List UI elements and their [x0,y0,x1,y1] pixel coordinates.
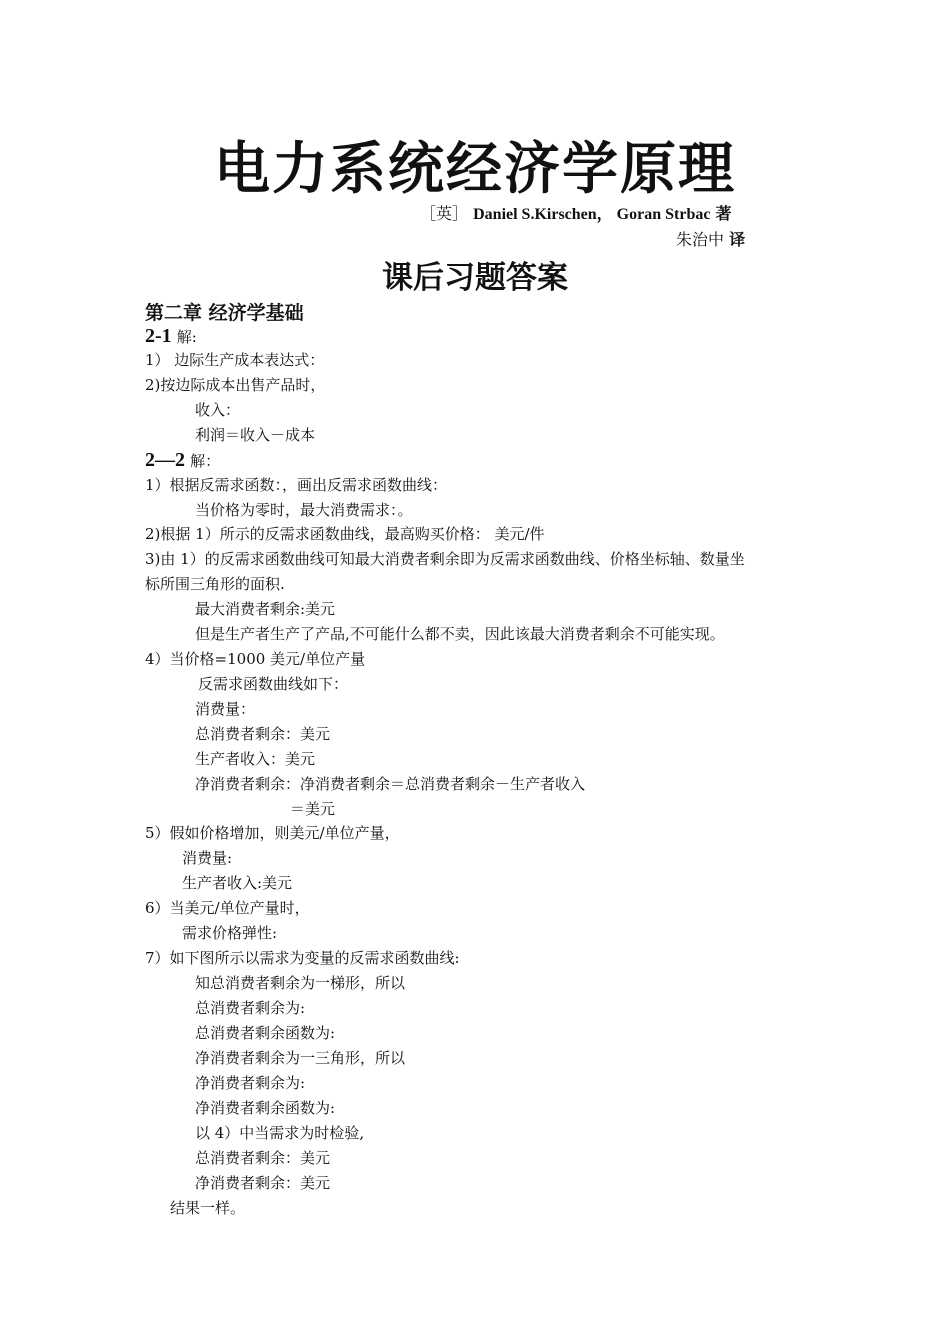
answer-line: 总消费者剩余函数为: [195,1024,336,1042]
question-number: 2—2 [145,449,185,471]
authors-line [420,201,732,224]
answer-line: 反需求函数曲线如下： [198,675,349,693]
book-title: 电力系统经济学原理 [214,137,736,202]
answer-line: 结果一样。 [170,1199,246,1217]
answer-line: 需求价格弹性: [182,924,278,942]
answer-line: 标所围三角形的面积. [145,575,285,593]
answer-line: 当价格为零时，最大消费需求：。 [195,501,413,519]
document-subtitle: 课后习题答案 [382,260,568,296]
authors-suffix: 著 [715,206,732,223]
answer-line: 净消费者剩余函数为: [195,1099,336,1117]
answer-line: 总消费者剩余：美元 [195,725,331,743]
answer-line: 3)由 1）的反需求函数曲线可知最大消费者剩余即为反需求函数曲线、价格坐标轴、数量坐 [145,550,745,568]
answer-line: 4）当价格=1000 美元/单位产量 [145,650,366,668]
answer-line: 利润＝收入－成本 [195,426,316,444]
answer-line: ＝美元 [290,800,336,818]
translator-line [676,227,745,250]
authors-prefix: ［英］ [420,204,469,223]
answer-line: 但是生产者生产了产品,不可能什么都不卖，因此该最大消费者剩余不可能实现。 [195,625,725,643]
answer-line: 净消费者剩余为: [195,1074,306,1092]
translator-suffix: 译 [729,230,746,249]
answer-line: 消费量： [195,700,256,718]
question-label: 解： [190,452,221,470]
answer-line: 净消费者剩余：美元 [195,1174,331,1192]
answer-line: 总消费者剩余为: [195,999,306,1017]
answer-line: 1） 边际生产成本表达式： [145,351,325,369]
answer-line: 1）根据反需求函数：，画出反需求函数曲线： [145,476,448,494]
answer-line: 生产者收入：美元 [195,750,316,768]
chapter-heading: 第二章 经济学基础 [145,302,304,324]
answer-line: 生产者收入:美元 [182,874,293,892]
answer-line: 以 4）中当需求为时检验, [195,1124,365,1142]
answer-line: 净消费者剩余为一三角形，所以 [195,1049,406,1067]
answer-line: 收入： [195,401,241,419]
answer-line: 7）如下图所示以需求为变量的反需求函数曲线: [145,949,460,967]
answer-line: 5）假如价格增加，则美元/单位产量， [145,824,400,842]
question-number: 2-1 [145,325,172,347]
answer-line: 6）当美元/单位产量时， [145,899,310,917]
answer-line: 2)根据 1）所示的反需求函数曲线，最高购买价格： 美元/件 [145,525,545,543]
answer-line: 净消费者剩余：净消费者剩余＝总消费者剩余－生产者收入 [195,775,586,793]
answer-line: 最大消费者剩余:美元 [195,600,336,618]
answer-line: 知总消费者剩余为一梯形，所以 [195,974,406,992]
question-heading [145,324,197,349]
answer-line: 2)按边际成本出售产品时， [145,376,326,394]
answer-line: 消费量: [182,849,233,867]
authors-names: Daniel S.Kirschen， Goran Strbac [473,206,711,223]
answer-line: 总消费者剩余：美元 [195,1149,331,1167]
translator-name: 朱治中 [676,230,725,249]
question-label: 解: [176,328,197,346]
question-heading [145,448,220,473]
